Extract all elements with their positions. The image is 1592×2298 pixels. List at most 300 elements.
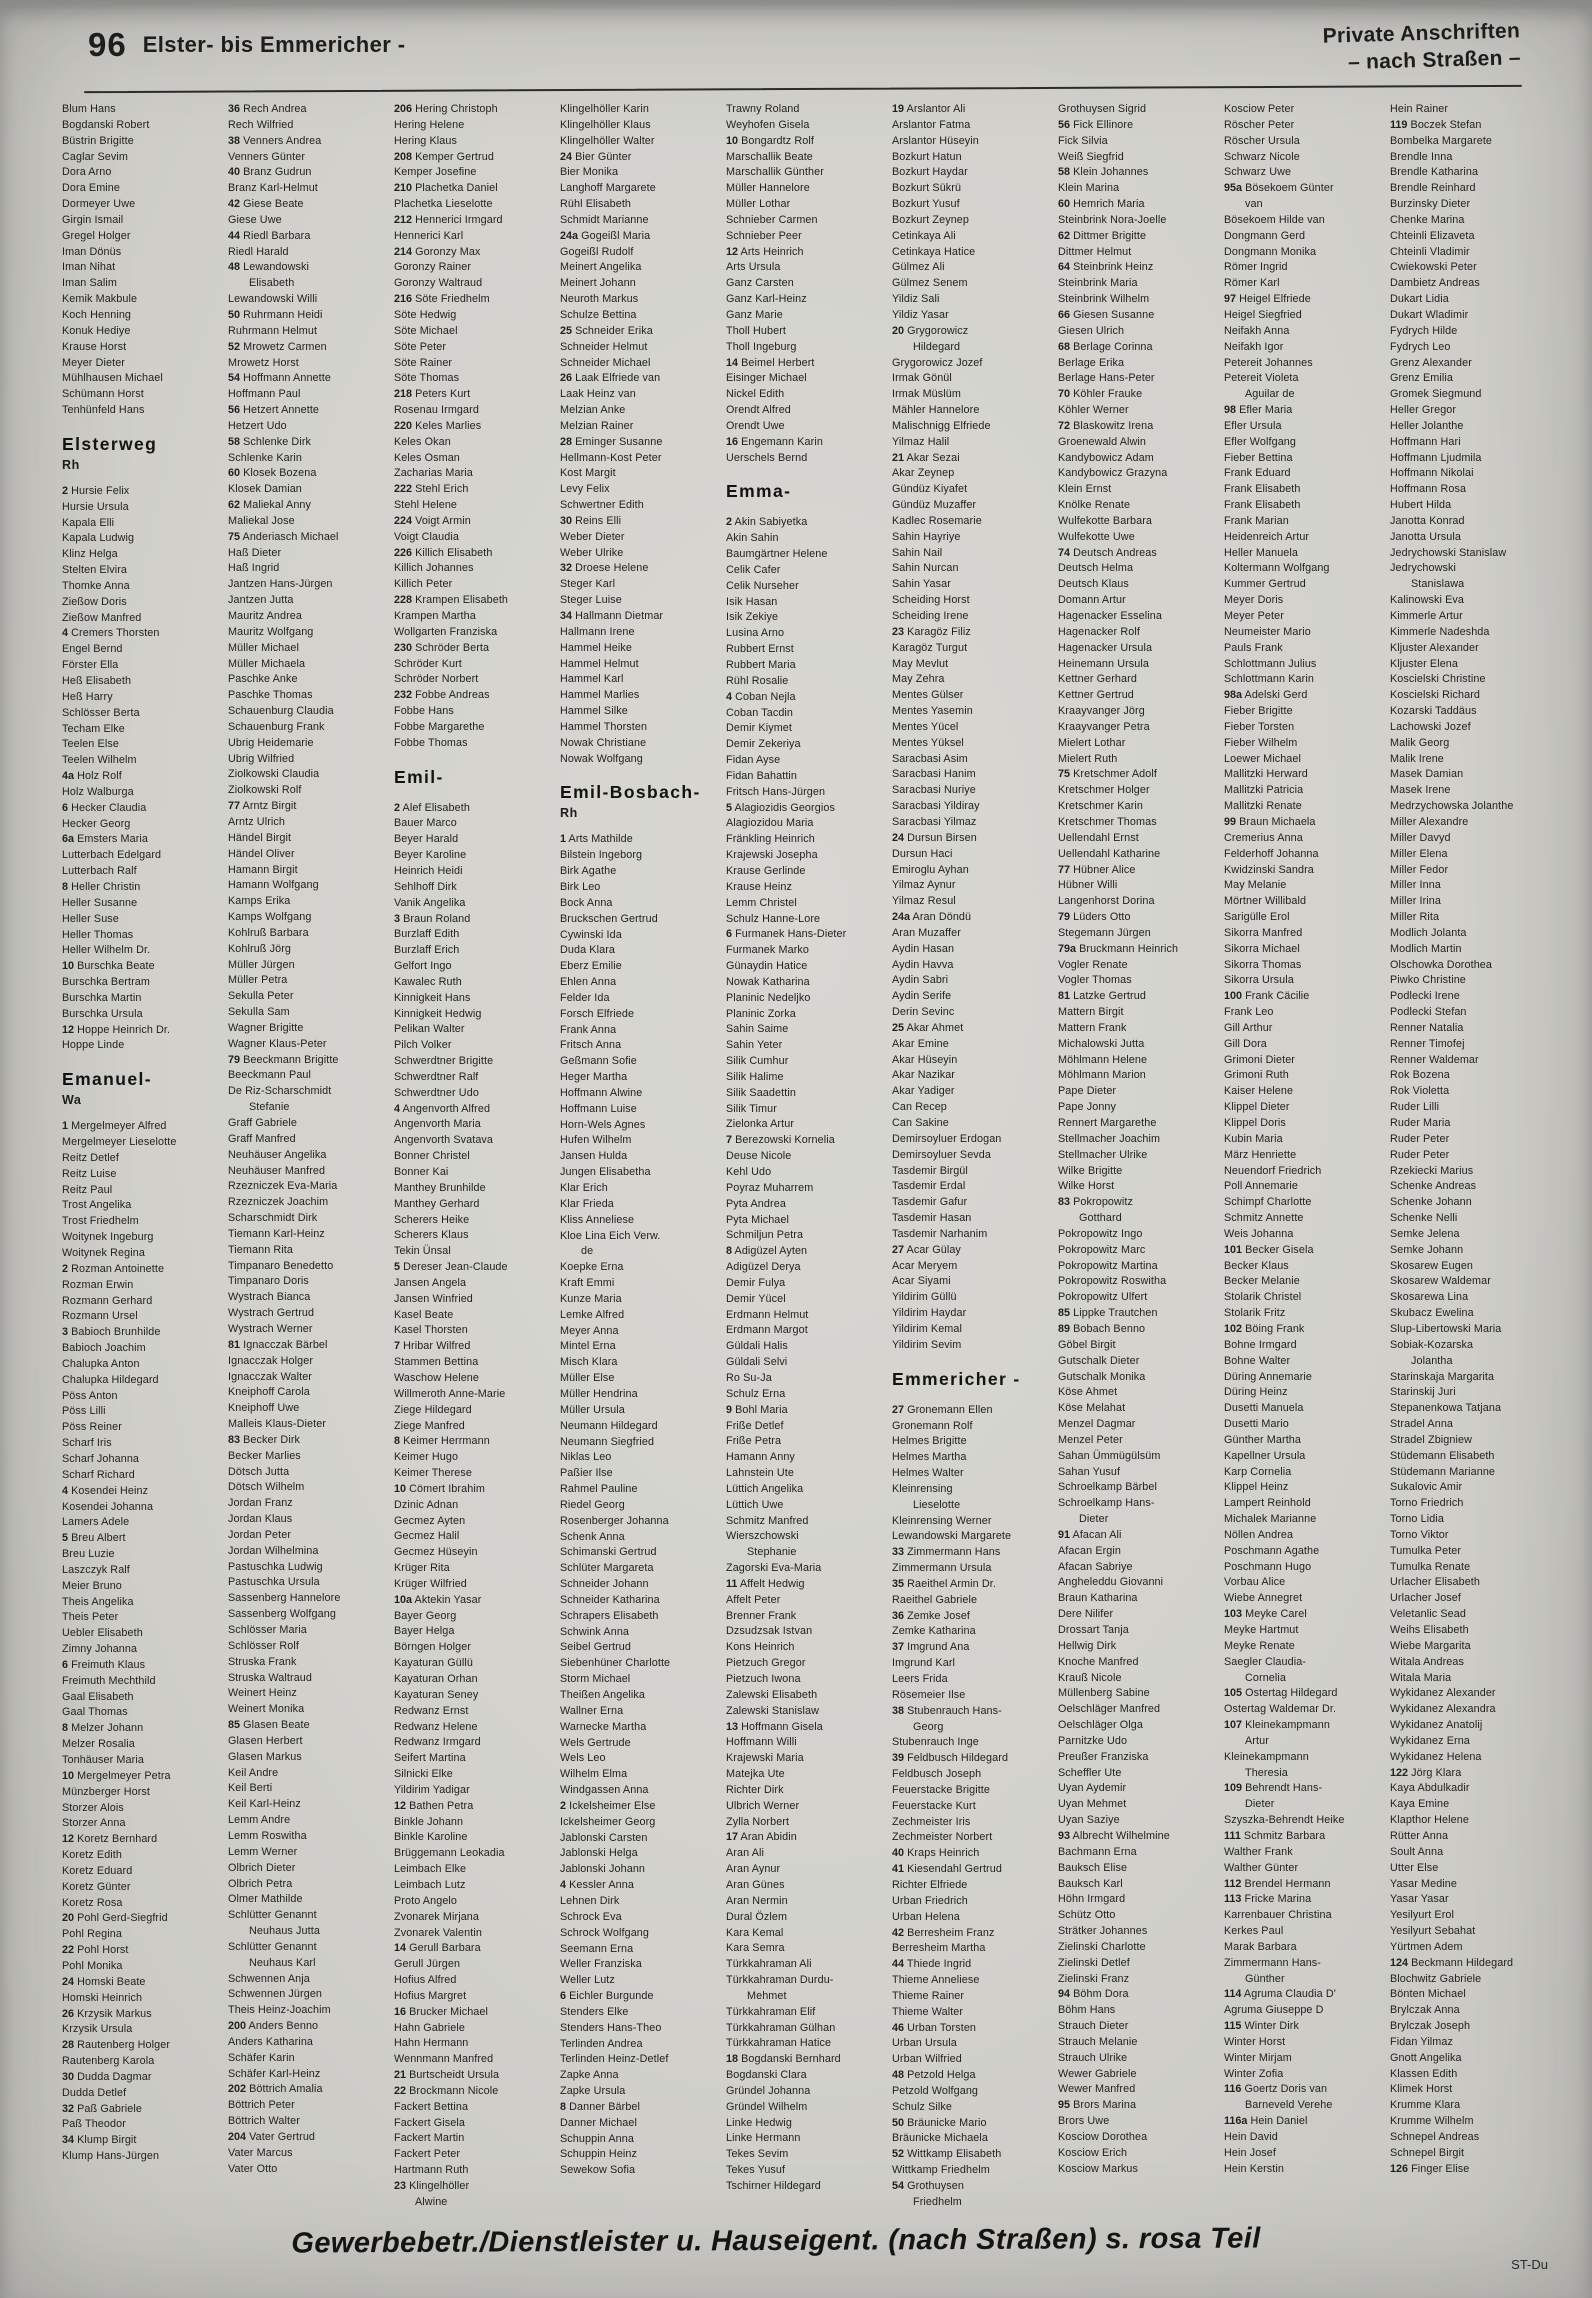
directory-entry: Can Sakine — [892, 1117, 949, 1129]
directory-entry: Skosarew Waldemar — [1390, 1275, 1491, 1288]
directory-entry: Ganz Marie — [726, 308, 783, 321]
directory-entry: Dittmer Helmut — [1058, 245, 1132, 258]
house-number: 14 — [726, 356, 739, 369]
house-number: 1 — [560, 833, 567, 846]
directory-entry: Kohlruß Barbara — [228, 926, 309, 939]
directory-entry: Jantzen Hans-Jürgen — [228, 578, 333, 591]
directory-entry: 103 Meyke Carel — [1224, 1608, 1307, 1621]
directory-entry: Hammel Karl — [560, 673, 624, 686]
directory-entry: Händel Birgit — [228, 831, 292, 844]
directory-entry: Seifert Martina — [394, 1752, 466, 1765]
directory-entry: Sahin Hayriye — [892, 530, 961, 543]
directory-entry: Afacan Sabriye — [1058, 1560, 1133, 1573]
house-number: 38 — [892, 1704, 905, 1717]
directory-entry: Karp Cornelia — [1224, 1465, 1292, 1478]
directory-entry: Aydin Havva — [892, 958, 954, 971]
directory-entry: Nickel Edith — [726, 388, 785, 401]
directory-entry: Caglar Sevim — [62, 150, 129, 163]
directory-entry: Yildiz Yasar — [892, 308, 949, 321]
directory-entry: 6 Freimuth Klaus — [62, 1658, 146, 1671]
house-number: 30 — [62, 2070, 75, 2083]
directory-entry: Schlösser Berta — [62, 706, 140, 719]
directory-entry: Bonner Kai — [394, 1166, 449, 1178]
house-number: 75 — [228, 530, 241, 543]
directory-entry: Giesen Ulrich — [1058, 324, 1125, 337]
directory-entry: Bohne Walter — [1224, 1354, 1291, 1367]
directory-entry: Jansen Winfried — [394, 1292, 473, 1305]
directory-entry: Dötsch Jutta — [228, 1465, 290, 1478]
house-number: 228 — [394, 594, 413, 607]
directory-entry: Gregel Holger — [62, 229, 131, 242]
directory-entry: Bohne Irmgard — [1224, 1338, 1297, 1351]
house-number: 112 — [1224, 1877, 1242, 1890]
directory-entry: Thieme Anneliese — [892, 1974, 980, 1987]
directory-entry: Stammen Bettina — [394, 1356, 479, 1369]
directory-entry: Kraayvanger Petra — [1058, 720, 1150, 733]
directory-entry: Oelschläger Manfred — [1058, 1703, 1161, 1716]
directory-entry: 13 Hoffmann Gisela — [726, 1720, 823, 1733]
directory-entry: Schnieber Carmen — [726, 213, 818, 226]
directory-entry: Zießow Doris — [62, 595, 127, 608]
directory-entry: Krüger Wilfried — [394, 1577, 467, 1590]
directory-entry: 10 Burschka Beate — [62, 960, 155, 973]
directory-entry: Schwennen Anja — [228, 1972, 310, 1985]
directory-entry: Melzian Rainer — [560, 419, 634, 432]
directory-entry: Hammel Marlies — [560, 689, 640, 702]
directory-entry: Zvonarek Mirjana — [394, 1910, 480, 1923]
directory-entry: Gutschalk Monika — [1058, 1370, 1146, 1383]
house-number: 25 — [892, 1021, 905, 1034]
directory-entry: Heinemann Ursula — [1058, 657, 1150, 670]
directory-entry: Derin Sevinc — [892, 1006, 955, 1019]
directory-entry: Scheiding Horst — [892, 594, 970, 607]
directory-entry: Hamann Wolfgang — [228, 879, 319, 892]
directory-entry: Kapala Ludwig — [62, 532, 135, 545]
directory-entry: Gründel Wilhelm — [726, 2100, 808, 2113]
directory-entry: Jansen Hulda — [560, 1150, 628, 1163]
directory-entry: Jordan Wilhelmina — [228, 1544, 319, 1557]
directory-entry: Zielinski Franz — [1058, 1972, 1130, 1985]
directory-entry: Wystrach Gertrud — [228, 1307, 315, 1320]
directory-entry: Klosek Damian — [228, 483, 302, 496]
house-number: 208 — [394, 150, 413, 163]
directory-entry: Kaya Emine — [1390, 1798, 1450, 1811]
directory-entry: Aran Günes — [726, 1878, 785, 1891]
directory-entry: Kandybowicz Adam — [1058, 451, 1154, 464]
directory-entry: Burschka Bertram — [62, 976, 151, 989]
directory-entry: Schlösser Rolf — [228, 1639, 300, 1652]
directory-entry: Helmes Walter — [892, 1467, 964, 1480]
house-number: 8 — [62, 1722, 69, 1735]
directory-column — [394, 102, 550, 2214]
directory-entry: Tenhünfeld Hans — [62, 404, 145, 417]
scan-edge-shadow — [0, 0, 1592, 10]
directory-entry: Kimmerle Artur — [1390, 610, 1463, 622]
house-number: 36 — [228, 103, 241, 115]
directory-entry: Türkkahraman Elif — [726, 2005, 816, 2018]
directory-entry: Wykidanez Erna — [1390, 1734, 1470, 1747]
house-number: 109 — [1224, 1782, 1243, 1795]
directory-entry: Torno Lidia — [1390, 1513, 1444, 1526]
directory-entry: 16 Engemann Karin — [726, 435, 823, 448]
directory-entry: Schröder Norbert — [394, 673, 479, 686]
directory-entry: Kara Kemal — [726, 1926, 784, 1939]
directory-entry: Hofius Alfred — [394, 1974, 457, 1987]
directory-entry: 3 Babioch Brunhilde — [62, 1326, 161, 1339]
directory-entry: 1 Mergelmeyer Alfred — [62, 1120, 167, 1133]
house-number: 224 — [394, 514, 413, 527]
directory-entry: Kemik Makbule — [62, 293, 138, 306]
directory-entry: Winter Zofia — [1224, 2067, 1284, 2080]
directory-entry: Rech Wilfried — [228, 118, 294, 131]
directory-entry: Brendle Inna — [1390, 150, 1453, 163]
directory-entry: Pape Jonny — [1058, 1101, 1117, 1114]
directory-entry: Fritsch Anna — [560, 1039, 622, 1052]
directory-entry: Georg — [913, 1720, 944, 1733]
house-number: 9 — [726, 1403, 733, 1416]
directory-entry: 216 Söte Friedhelm — [394, 293, 490, 306]
directory-entry: 42 Giese Beate — [228, 198, 304, 211]
directory-entry: 44 Thiede Ingrid — [892, 1958, 972, 1971]
house-number: 38 — [228, 134, 241, 147]
directory-entry: Wels Gertrude — [560, 1736, 631, 1749]
directory-entry: Braun Katharina — [1058, 1592, 1138, 1605]
directory-entry: Yasar Medine — [1390, 1877, 1458, 1890]
directory-entry: Gülmez Senem — [892, 277, 968, 290]
house-number: 6 — [726, 928, 733, 941]
directory-entry: Heller Susanne — [62, 896, 138, 909]
directory-entry: Weber Dieter — [560, 530, 625, 543]
house-number: 48 — [228, 261, 241, 274]
directory-entry: Rzekiecki Marius — [1390, 1164, 1474, 1177]
directory-entry: Uebler Elisabeth — [62, 1627, 143, 1640]
directory-entry: Heß Harry — [62, 690, 113, 703]
directory-entry: 2 Alef Elisabeth — [394, 801, 470, 814]
directory-entry: Graff Gabriele — [228, 1117, 298, 1129]
directory-entry: 4 Angenvorth Alfred — [394, 1102, 491, 1115]
directory-entry: Fackert Bettina — [394, 2100, 469, 2113]
header-rule — [84, 85, 1522, 93]
directory-entry: Frank Elisabeth — [1224, 499, 1301, 512]
directory-entry: Witala Andreas — [1390, 1655, 1465, 1668]
directory-entry: Yasar Yasar — [1390, 1893, 1449, 1906]
directory-entry: Klapthor Helene — [1390, 1814, 1469, 1827]
directory-entry: Türkkahraman Hatice — [726, 2037, 832, 2050]
directory-entry: Heidenreich Artur — [1224, 530, 1310, 543]
directory-entry: Kadlec Rosemarie — [892, 514, 982, 527]
directory-entry: Lemke Alfred — [560, 1308, 625, 1321]
house-number: 21 — [394, 2069, 407, 2082]
directory-entry: de — [581, 1245, 594, 1258]
directory-entry: Saracbasi Yilmaz — [892, 815, 977, 828]
directory-entry: Keles Okan — [394, 435, 451, 448]
directory-entry: Birk Agathe — [560, 865, 617, 878]
directory-entry: Bayer Helga — [394, 1625, 455, 1638]
directory-entry: Pietzuch Iwona — [726, 1673, 801, 1685]
directory-entry: Fobbe Thomas — [394, 736, 468, 749]
directory-entry: 75 Anderiasch Michael — [228, 530, 339, 543]
directory-entry: 50 Ruhrmann Heidi — [228, 308, 323, 321]
directory-entry: Riedl Harald — [228, 245, 289, 258]
directory-entry: Renner Natalia — [1390, 1021, 1464, 1034]
directory-entry: Kapala Elli — [62, 516, 115, 529]
directory-entry: 8 Keimer Herrmann — [394, 1435, 490, 1448]
directory-entry: Burschka Ursula — [62, 1007, 143, 1020]
directory-entry: 37 Imgrund Ana — [892, 1641, 970, 1654]
directory-entry: Rzezniczek Joachim — [228, 1196, 329, 1209]
directory-entry: Neumann Siegfried — [560, 1435, 655, 1448]
directory-entry: Hagenacker Rolf — [1058, 625, 1140, 638]
house-number: 81 — [1058, 990, 1071, 1003]
directory-entry: Rozman Erwin — [62, 1278, 134, 1291]
directory-entry: Eberz Emilie — [560, 960, 622, 973]
directory-entry: Zalewski Stanislaw — [726, 1704, 820, 1717]
directory-entry: Acar Meryem — [892, 1259, 958, 1272]
directory-entry: Gründel Johanna — [726, 2084, 811, 2097]
directory-column — [726, 102, 882, 2214]
directory-entry: Tumulka Renate — [1390, 1560, 1471, 1573]
directory-entry: Steinbrink Wilhelm — [1058, 293, 1150, 306]
directory-entry: 99 Braun Michaela — [1224, 815, 1316, 828]
directory-entry: Laak Heinz van — [560, 388, 636, 401]
directory-entry: Ubrig Heidemarie — [228, 736, 314, 749]
house-number: 3 — [394, 912, 401, 925]
directory-entry: 14 Gerull Barbara — [394, 1942, 481, 1955]
directory-entry: Ubrig Wilfried — [228, 752, 295, 765]
directory-entry: Sassenberg Hannelore — [228, 1592, 341, 1605]
directory-entry: Brors Uwe — [1058, 2115, 1110, 2128]
directory-entry: Weller Lutz — [560, 1974, 615, 1987]
directory-entry: 52 Mrowetz Carmen — [228, 340, 327, 353]
directory-entry: Baumgärtner Helene — [726, 548, 828, 561]
directory-entry: Tiemann Karl-Heinz — [228, 1227, 325, 1240]
house-number: 16 — [726, 435, 739, 448]
house-number: 48 — [892, 2069, 905, 2082]
directory-entry: Sahin Saime — [726, 1023, 789, 1036]
directory-entry: 70 Köhler Frauke — [1058, 388, 1143, 401]
directory-entry: 2 Akin Sabiyetka — [726, 516, 808, 529]
directory-entry: Miller Irina — [1390, 895, 1441, 908]
directory-entry: 33 Zimmermann Hans — [892, 1546, 1001, 1559]
directory-entry: Hursie Ursula — [62, 500, 129, 513]
directory-entry: Kerkes Paul — [1224, 1925, 1284, 1938]
house-number: 232 — [394, 689, 413, 702]
house-number: 14 — [394, 1942, 407, 1955]
directory-entry: 23 Karagöz Filiz — [892, 625, 971, 638]
directory-entry: Schimanski Gertrud — [560, 1546, 657, 1559]
directory-entry: Warnecke Martha — [560, 1720, 647, 1733]
directory-entry: 79a Bruckmann Heinrich — [1058, 942, 1179, 955]
directory-entry: Kohlruß Jörg — [228, 942, 292, 955]
directory-entry: Möhlmann Helene — [1058, 1053, 1148, 1066]
directory-entry: Güldali Selvi — [726, 1356, 788, 1369]
directory-entry: Dursun Haci — [892, 847, 953, 860]
directory-entry: Berlage Hans-Peter — [1058, 372, 1155, 385]
directory-entry: Wierszchowski — [726, 1530, 799, 1543]
directory-entry: Mauritz Wolfgang — [228, 625, 314, 638]
directory-entry: Jordan Franz — [228, 1497, 293, 1510]
directory-entry: Kara Semra — [726, 1942, 785, 1955]
directory-entry: 218 Peters Kurt — [394, 388, 471, 401]
directory-entry: Brylczak Anna — [1390, 2004, 1460, 2017]
directory-entry: Rösemeier Ilse — [892, 1688, 966, 1701]
house-number: 119 — [1390, 118, 1408, 131]
house-number: 18 — [726, 2053, 739, 2066]
directory-entry: 89 Bobach Benno — [1058, 1322, 1146, 1335]
house-number: 2 — [62, 1262, 69, 1275]
house-number: 214 — [394, 245, 413, 258]
directory-entry: Mentes Gülser — [892, 689, 964, 702]
directory-entry: 24a Aran Döndü — [892, 911, 972, 924]
house-number: 100 — [1224, 990, 1243, 1003]
directory-entry: Bier Monika — [560, 166, 619, 179]
directory-entry: Müller Jürgen — [228, 958, 295, 971]
directory-entry: 6 Eichler Burgunde — [560, 1990, 654, 2003]
directory-entry: 83 Pokropowitz — [1058, 1196, 1134, 1209]
directory-entry: Parnitzke Udo — [1058, 1734, 1128, 1747]
directory-entry: Hetzert Udo — [228, 419, 287, 432]
directory-entry: Wagner Brigitte — [228, 1021, 304, 1034]
directory-entry: Meinert Johann — [560, 277, 636, 290]
directory-entry: Günther Martha — [1224, 1433, 1302, 1446]
directory-entry: Römer Karl — [1224, 277, 1280, 290]
directory-entry: Düring Annemarie — [1224, 1370, 1313, 1383]
directory-entry: Vorbau Alice — [1224, 1576, 1286, 1589]
directory-entry: Koepke Erna — [560, 1261, 624, 1274]
street-heading: Emil-Bosbach- — [560, 782, 701, 803]
directory-entry: Planinic Zorka — [726, 1007, 796, 1020]
house-number: 116 — [1224, 2083, 1242, 2096]
directory-entry: Förster Ella — [62, 659, 119, 672]
directory-entry: Hecker Georg — [62, 817, 131, 830]
directory-entry: 105 Ostertag Hildegard — [1224, 1687, 1338, 1700]
directory-entry: Sukalovic Amir — [1390, 1481, 1463, 1494]
directory-entry: Michalowski Jutta — [1058, 1037, 1145, 1050]
house-number: 107 — [1224, 1719, 1243, 1732]
directory-entry: 85 Lippke Trautchen — [1058, 1307, 1158, 1320]
directory-entry: Urlacher Elisabeth — [1390, 1576, 1481, 1589]
house-number: 62 — [228, 499, 241, 512]
directory-entry: 8 Danner Bärbel — [560, 2100, 641, 2113]
directory-entry: Dötsch Wilhelm — [228, 1481, 305, 1494]
directory-entry: Haß Dieter — [228, 546, 282, 559]
directory-entry: Leers Frida — [892, 1673, 948, 1685]
directory-entry: Graff Manfred — [228, 1132, 296, 1145]
directory-entry: Engel Bernd — [62, 643, 123, 656]
house-number: 74 — [1058, 546, 1071, 559]
directory-entry: Bösekoem Hilde van — [1224, 213, 1325, 226]
directory-entry: Modlich Jolanta — [1390, 926, 1467, 939]
district-label: Rh — [62, 457, 80, 472]
directory-entry: Nowak Wolfgang — [560, 752, 643, 765]
directory-entry: Hoffmann Willi — [726, 1736, 797, 1749]
directory-entry: Sassenberg Wolfgang — [228, 1608, 336, 1621]
directory-entry: 79 Beeckmann Brigitte — [228, 1053, 339, 1066]
house-number: 68 — [1058, 340, 1071, 353]
directory-entry: Krampen Martha — [394, 610, 476, 622]
directory-entry: Storzer Anna — [62, 1817, 126, 1830]
directory-entry: Urban Ursula — [892, 2037, 957, 2050]
directory-entry: Drossart Tanja — [1058, 1624, 1129, 1636]
house-number: 93 — [1058, 1829, 1071, 1842]
directory-entry: Pokropowitz Ingo — [1058, 1227, 1143, 1240]
directory-entry: Tumulka Peter — [1390, 1544, 1462, 1557]
directory-entry: Hamann Anny — [726, 1451, 795, 1464]
house-number: 204 — [228, 2131, 247, 2143]
directory-entry: Knoche Manfred — [1058, 1655, 1139, 1668]
directory-entry: Schroelkamp Bärbel — [1058, 1481, 1158, 1494]
directory-column — [1390, 102, 1546, 2214]
directory-entry: Pöss Anton — [62, 1389, 118, 1402]
directory-entry: Weinert Heinz — [228, 1687, 297, 1700]
directory-entry: Petzold Wolfgang — [892, 2084, 979, 2097]
directory-entry: Pokropowitz Roswitha — [1058, 1275, 1167, 1288]
directory-entry: Grimoni Ruth — [1224, 1069, 1289, 1082]
directory-entry: Hofius Margret — [394, 1989, 467, 2002]
directory-entry: Torno Viktor — [1390, 1528, 1449, 1541]
directory-entry: Ro Su-Ja — [726, 1371, 772, 1384]
directory-entry: Kosciow Peter — [1224, 103, 1295, 115]
directory-entry: Malischnigg Elfriede — [892, 419, 991, 432]
directory-entry: Schrapers Elisabeth — [560, 1609, 659, 1622]
house-number: 111 — [1224, 1829, 1241, 1842]
directory-entry: Melzer Rosalia — [62, 1738, 135, 1751]
directory-entry: Jolantha — [1411, 1354, 1453, 1367]
house-number: 24 — [560, 150, 573, 163]
directory-entry: Yildirim Yadigar — [394, 1783, 470, 1796]
directory-entry: Söte Peter — [394, 340, 447, 353]
directory-entry: 102 Böing Frank — [1224, 1322, 1305, 1335]
directory-entry: Ziolkowski Rolf — [228, 784, 302, 797]
directory-entry: 40 Kraps Heinrich — [892, 1847, 980, 1860]
directory-entry: Miller Alexandre — [1390, 815, 1469, 828]
directory-entry: Redwanz Ernst — [394, 1704, 469, 1717]
directory-entry: Walther Günter — [1224, 1861, 1299, 1874]
directory-entry: Hellwig Dirk — [1058, 1639, 1117, 1652]
directory-entry: Mähler Hannelore — [892, 404, 980, 417]
directory-entry: Szyszka-Behrendt Heike — [1224, 1814, 1345, 1827]
directory-entry: Terlinden Heinz-Detlef — [560, 2053, 669, 2066]
directory-entry: 41 Kiesendahl Gertrud — [892, 1863, 1002, 1876]
house-number: 64 — [1058, 261, 1071, 274]
directory-entry: Jordan Peter — [228, 1528, 292, 1541]
directory-entry: Iman Salim — [62, 277, 118, 290]
directory-entry: Krumme Klara — [1390, 2099, 1461, 2112]
header-right — [1322, 17, 1521, 76]
directory-entry: Soult Anna — [1390, 1845, 1444, 1858]
directory-entry: Kasel Beate — [394, 1308, 454, 1321]
house-number: 3 — [62, 1326, 69, 1339]
directory-entry: 21 Burtscheidt Ursula — [394, 2069, 500, 2082]
directory-entry: Windgassen Anna — [560, 1784, 649, 1797]
directory-entry: Stegemann Jürgen — [1058, 926, 1151, 939]
directory-column — [228, 102, 384, 2214]
directory-entry: Sikorra Manfred — [1224, 926, 1303, 939]
directory-entry: Aran Nermin — [726, 1894, 788, 1907]
directory-entry: Angenvorth Maria — [394, 1118, 481, 1131]
directory-entry: Cremerius Anna — [1224, 831, 1303, 844]
directory-entry: 28 Rautenberg Holger — [62, 2039, 171, 2052]
directory-entry: Isik Hasan — [726, 595, 778, 608]
house-number: 122 — [1390, 1766, 1409, 1779]
directory-entry: 18 Bogdanski Bernhard — [726, 2053, 841, 2066]
directory-entry: Scharf Johanna — [62, 1452, 140, 1465]
house-number: 41 — [892, 1863, 905, 1876]
directory-entry: Reitz Paul — [62, 1183, 113, 1196]
directory-entry: Wittkamp Friedhelm — [892, 2164, 990, 2177]
directory-entry: Teelen Else — [62, 738, 119, 751]
directory-entry: Winter Horst — [1224, 2035, 1286, 2048]
